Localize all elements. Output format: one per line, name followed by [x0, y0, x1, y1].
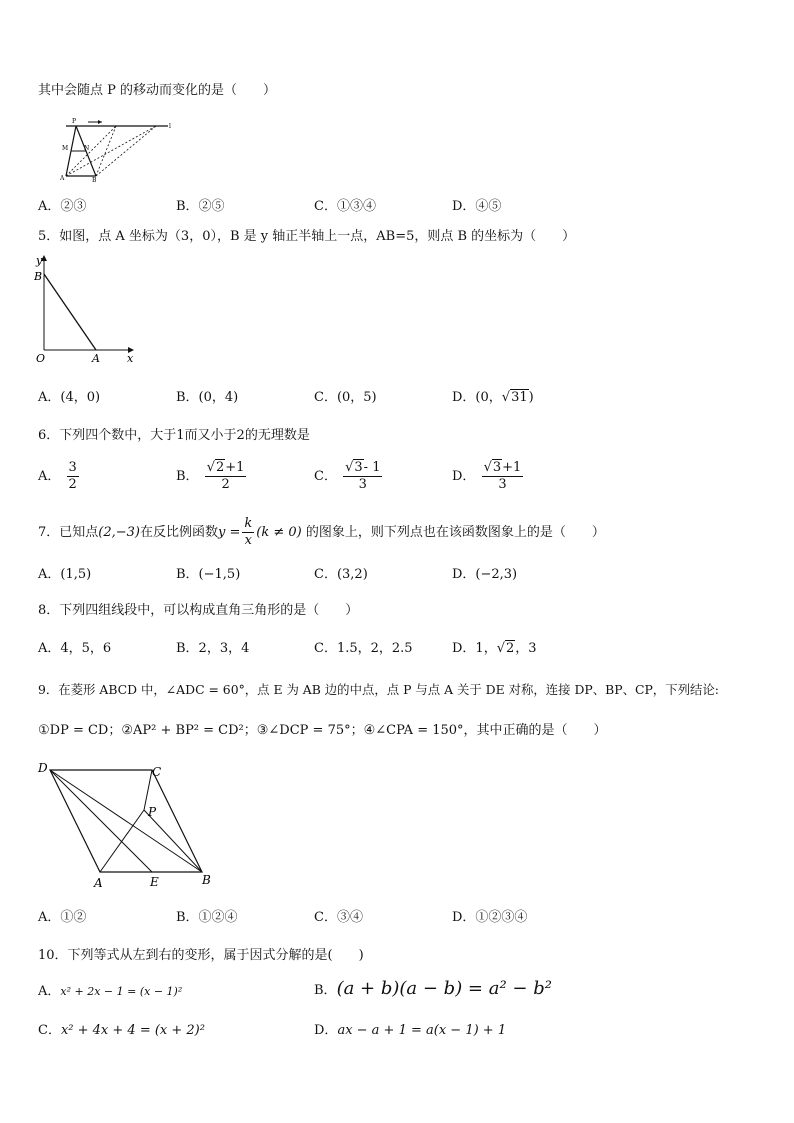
q6-c-denominator: 3	[358, 477, 367, 492]
q6-option-b-label: B．	[176, 469, 199, 484]
q4-option-a[interactable]: A．②③	[38, 199, 87, 214]
q7-prefix: 7．已知点	[38, 525, 99, 540]
q9-option-a[interactable]: A．①②	[38, 910, 87, 925]
q9-label-d: D	[38, 761, 48, 775]
q6-option-c-label: C．	[314, 469, 337, 484]
q10-option-c[interactable]	[38, 1022, 205, 1040]
q8-option-d-root: 2	[506, 641, 515, 656]
q10-option-d[interactable]	[314, 1022, 506, 1040]
q5-option-a[interactable]: A．(4，0)	[38, 390, 101, 405]
q9-option-d[interactable]: D．①②③④	[452, 910, 528, 925]
q5-label-a: A	[92, 352, 100, 365]
q10-option-d-label: D．	[314, 1023, 338, 1038]
q8-option-d-suffix: ，3	[515, 641, 537, 656]
q6-option-d[interactable]	[452, 460, 525, 493]
q4-label-l: l	[169, 123, 171, 130]
q6-b-tail: +1	[225, 460, 245, 475]
q9-label-b: B	[202, 873, 211, 887]
q7-point: (2,−3)	[98, 525, 140, 540]
q6-a-numerator: 3	[68, 460, 77, 475]
q5-option-d-prefix: D．(0，	[452, 390, 502, 405]
q7-func-lhs: y =	[218, 525, 241, 540]
q8-text: 8．下列四组线段中，可以构成直角三角形的是（ ）	[38, 603, 359, 618]
q6-a-denominator: 2	[68, 477, 77, 492]
sqrt-icon: √	[206, 460, 215, 475]
q10-option-c-label: C．	[38, 1023, 61, 1038]
sqrt-icon: √	[501, 390, 511, 405]
q10-option-a-label: A．	[38, 984, 61, 999]
q7-mid: 在反比例函数	[140, 525, 219, 540]
q7-option-d[interactable]: D．(−2,3)	[452, 567, 518, 582]
q10-option-b[interactable]	[314, 980, 552, 1000]
q7-option-b[interactable]: B．(−1,5)	[176, 567, 241, 582]
q5-label-b: B	[34, 270, 43, 283]
q8-option-a[interactable]: A．4，5，6	[38, 641, 112, 656]
q6-option-a-label: A．	[38, 469, 61, 484]
q6-option-b[interactable]	[176, 460, 248, 493]
q6-b-denominator: 2	[221, 477, 230, 492]
q6-d-root: 3	[492, 460, 502, 475]
q9-statements: ①DP = CD；②AP² + BP² = CD²；③∠DCP = 75°；④∠CPA = 150°，其中正确的是（ ）	[38, 723, 607, 738]
q5-label-x: x	[127, 352, 134, 365]
q4-label-b: B	[92, 177, 97, 184]
q9-text: 9．在菱形 ABCD 中，∠ADC = 60°，点 E 为 AB 边的中点，点 P 与点 A 关于 DE 对称，连接 DP、BP、CP，下列结论:	[38, 682, 719, 697]
q4-label-a: A	[60, 175, 65, 182]
q9-label-p: P	[148, 805, 157, 819]
q9-label-c: C	[152, 765, 162, 779]
q6-text: 6．下列四个数中，大于1而又小于2的无理数是	[38, 428, 310, 443]
q9-label-e: E	[150, 875, 159, 889]
q7-option-c[interactable]: C．(3,2)	[314, 567, 368, 582]
q4-label-m: M	[62, 145, 69, 152]
q7-option-a[interactable]: A．(1,5)	[38, 567, 92, 582]
q9-option-b[interactable]: B．①②④	[176, 910, 238, 925]
q6-c-tail: - 1	[363, 460, 381, 475]
sqrt-icon: √	[496, 641, 505, 656]
q5-text: 5．如图，点 A 坐标为（3，0），B 是 y 轴正半轴上一点，AB=5，则点 B 的坐标为（ ）	[38, 229, 576, 244]
q6-option-c[interactable]	[314, 460, 384, 493]
q4-tail-text: 其中会随点 P 的移动而变化的是（ ）	[38, 83, 277, 98]
q7-func-condition: (k ≠ 0)	[256, 525, 302, 540]
q4-option-b[interactable]: B．②⑤	[176, 199, 225, 214]
sqrt-icon: √	[483, 460, 492, 475]
q7-func-numerator: k	[244, 516, 253, 531]
q5-option-c[interactable]: C．(0，5)	[314, 390, 377, 405]
q8-option-b[interactable]: B．2，3，4	[176, 641, 250, 656]
q10-option-b-expr: (a + b)(a − b) = a² − b²	[336, 978, 552, 999]
q6-b-root: 2	[216, 460, 225, 475]
q5-label-o: O	[36, 352, 46, 365]
q10-text: 10．下列等式从左到右的变形，属于因式分解的是( )	[38, 948, 364, 963]
q4-option-c[interactable]: C．①③④	[314, 199, 376, 214]
q5-figure	[34, 250, 144, 365]
q10-option-b-label: B．	[314, 983, 337, 998]
q4-label-p: P	[72, 118, 77, 125]
q8-option-c[interactable]: C．1.5，2，2.5	[314, 641, 413, 656]
q6-option-a[interactable]	[38, 460, 81, 493]
q10-option-a-expr: x² + 2x − 1 = (x − 1)²	[60, 985, 183, 998]
q6-option-d-label: D．	[452, 469, 476, 484]
q5-option-d-suffix: )	[528, 390, 534, 405]
q6-d-denominator: 3	[498, 477, 507, 492]
q4-label-n: N	[84, 145, 90, 152]
q5-option-d-root: 31	[511, 390, 528, 405]
q9-label-a: A	[94, 876, 103, 890]
q5-option-d[interactable]	[452, 389, 534, 407]
q7-func-denominator: x	[244, 533, 252, 548]
q5-label-y: y	[36, 254, 43, 267]
q10-option-a[interactable]	[38, 983, 182, 1001]
q10-option-c-expr: x² + 4x + 4 = (x + 2)²	[60, 1023, 205, 1038]
q4-option-d[interactable]: D．④⑤	[452, 199, 502, 214]
q8-option-d-prefix: D．1，	[452, 641, 497, 656]
q6-c-root: 3	[354, 460, 363, 475]
q5-option-b[interactable]: B．(0，4)	[176, 390, 239, 405]
q7-suffix: 的图象上，则下列点也在该函数图象上的是（ ）	[305, 525, 605, 540]
q8-option-d[interactable]	[452, 640, 537, 658]
q4-figure	[56, 114, 176, 184]
q9-rhombus-figure	[34, 758, 224, 890]
q9-option-c[interactable]: C．③④	[314, 910, 363, 925]
q6-d-tail: +1	[502, 460, 522, 475]
q10-option-d-expr: ax − a + 1 = a(x − 1) + 1	[337, 1023, 507, 1038]
sqrt-icon: √	[345, 460, 354, 475]
q7-text	[38, 516, 605, 549]
